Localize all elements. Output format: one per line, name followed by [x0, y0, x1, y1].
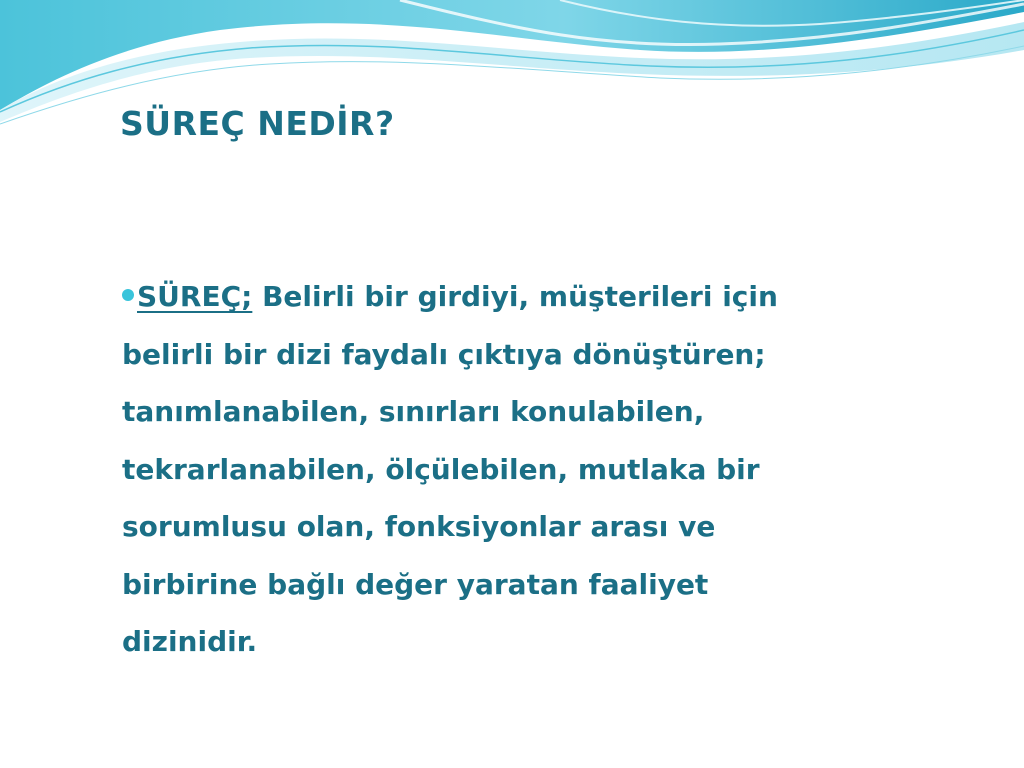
bullet-paragraph [122, 268, 962, 671]
body-line-3: tanımlanabilen, sınırları konulabilen, [122, 395, 705, 428]
slide-title: SÜREÇ NEDİR? [120, 104, 395, 143]
bullet-dot-icon [122, 289, 134, 301]
body-line-6: birbirine bağlı değer yaratan faaliyet [122, 567, 709, 601]
body-line-7: dizinidir. [122, 625, 258, 658]
body-line-5: sorumlusu olan, fonksiyonlar arası ve [122, 510, 716, 543]
definition-term: SÜREÇ; [137, 280, 253, 313]
body-line-1 [122, 268, 962, 326]
body-text: Belirli bir girdiyi, müşterileri için [252, 280, 778, 313]
body-line-4: tekrarlanabilen, ölçülebilen, mutlaka bir [122, 452, 760, 486]
body-line-2: belirli bir dizi faydalı çıktıya dönüştüren; [122, 337, 766, 371]
